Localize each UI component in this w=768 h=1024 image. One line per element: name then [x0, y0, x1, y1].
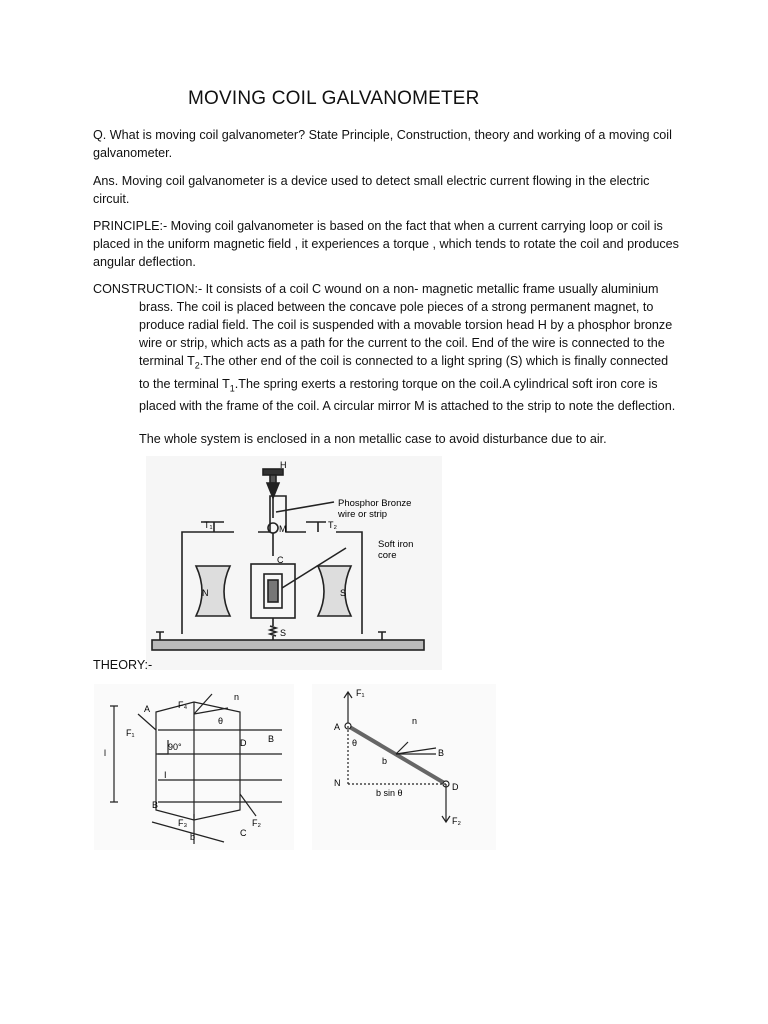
construction-text-1: brass. The coil is placed between the concave pole pieces of a strong permanent magnet, to produce radial field. The coil is suspended with a movable torsion head H by a phosphor bronze wire or strip, which acts as a path for the current to the coil. End of the wire is connected to the terminal T: [139, 300, 673, 368]
terminal-t1-subscript: 1: [229, 383, 235, 394]
fig3-label-n: n: [412, 716, 418, 726]
fig2-label-b: b: [190, 832, 196, 842]
fig2-label-l: l: [104, 748, 106, 758]
fig3-label-A: A: [334, 722, 341, 732]
page-title: MOVING COIL GALVANOMETER: [188, 88, 480, 109]
fig2-label-F4: F₄: [178, 700, 188, 710]
phosphor-label-1: Phosphor Bronze: [338, 498, 412, 509]
fig3-label-B-vector: B: [438, 748, 445, 758]
fig2-label-A: A: [144, 704, 151, 714]
torque-sideview-figure: [312, 684, 496, 850]
fig3-label-D: D: [452, 782, 459, 792]
answer-paragraph: Ans. Moving coil galvanometer is a device used to detect small electric current flowing in the electric circuit.: [93, 174, 650, 206]
construction-body: [139, 298, 679, 415]
fig2-label-F1: F₁: [126, 728, 135, 738]
label-T2: T₂: [328, 520, 337, 530]
principle-paragraph: PRINCIPLE:- Moving coil galvanometer is based on the fact that when a current carrying loop or coil is placed in the uniform magnetic field , it experiences a torque , which tends to rotate the coil and produces angular deflection.: [93, 219, 679, 269]
construction-text-2: .The other end of the coil is connected to a light spring (S) which is finally connected to the terminal T: [139, 354, 669, 391]
phosphor-label-2: wire or strip: [338, 509, 388, 520]
fig2-label-C: C: [240, 828, 247, 838]
fig3-label-theta: θ: [352, 738, 358, 748]
galvanometer-construction-figure: [146, 456, 442, 670]
label-H: H: [280, 460, 287, 470]
construction-lead: CONSTRUCTION:- It consists of a coil C wound on a non- magnetic metallic frame usually aluminium: [93, 282, 659, 296]
label-C: C: [277, 555, 284, 565]
label-T1: T₁: [204, 520, 213, 530]
core-label-2: core: [378, 550, 397, 561]
fig2-label-n: n: [234, 692, 240, 702]
terminal-t2-subscript: 2: [194, 360, 200, 371]
fig2-label-D: D: [240, 738, 247, 748]
core-label-1: Soft iron: [378, 539, 414, 550]
fig2-label-B: B: [152, 800, 159, 810]
fig2-label-I: I: [164, 770, 167, 780]
label-S-spring: S: [280, 628, 287, 638]
fig2-label-F2: F₂: [252, 818, 261, 828]
fig3-label-F2: F₂: [452, 816, 461, 826]
label-S-pole: S: [340, 588, 347, 598]
fig3-label-bsin: b sin θ: [376, 788, 403, 798]
enclosure-paragraph: The whole system is enclosed in a non metallic case to avoid disturbance due to air.: [139, 432, 607, 446]
fig3-label-F1: F₁: [356, 688, 365, 698]
fig2-label-theta: θ: [218, 716, 224, 726]
construction-text-3: .The spring exerts a restoring torque on the coil.A cylindrical soft iron core is placed with the frame of the coil. A circular mirror M is attached to the strip to note the deflection.: [139, 376, 676, 414]
question-paragraph: Q. What is moving coil galvanometer? State Principle, Construction, theory and working of a moving coil galvanometer.: [93, 128, 672, 160]
fig3-label-b: b: [382, 756, 388, 766]
theory-heading: THEORY:-: [93, 658, 153, 672]
label-M: M: [279, 524, 287, 534]
fig2-label-angle: 90°: [168, 742, 182, 752]
coil-forces-figure: [94, 684, 294, 850]
fig3-label-N: N: [334, 778, 341, 788]
fig2-label-F3: F₃: [178, 818, 188, 828]
fig2-label-B-vector: B: [268, 734, 275, 744]
label-N: N: [202, 588, 209, 598]
